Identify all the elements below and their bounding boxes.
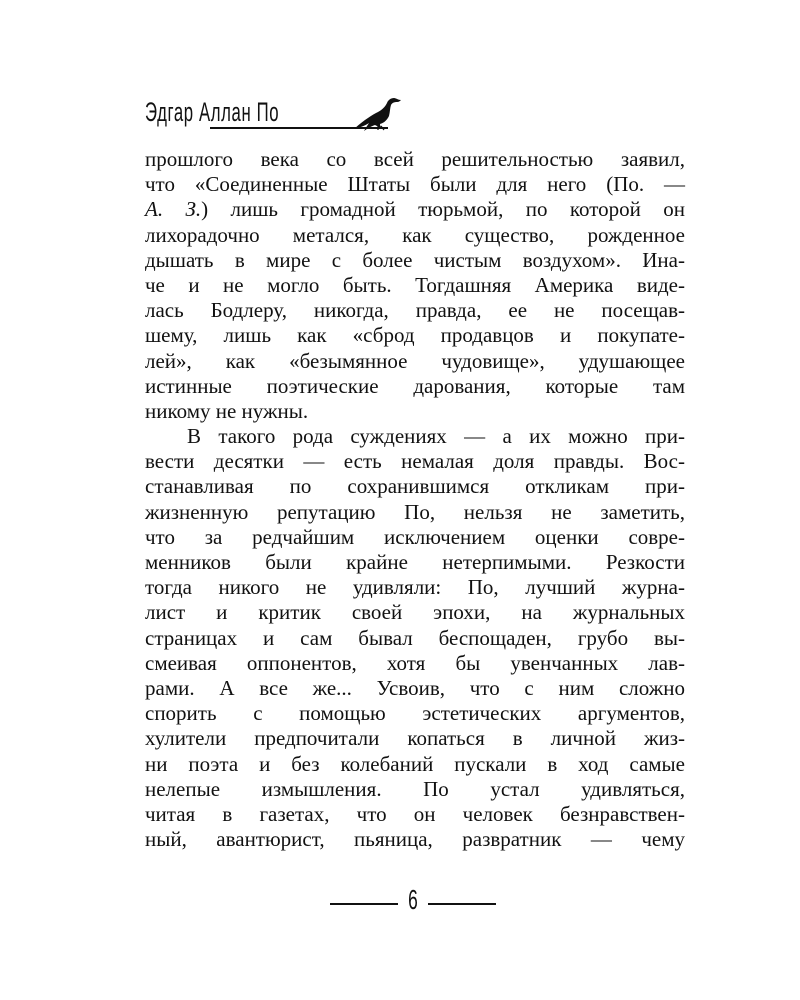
text-line: шему, лишь как «сброд продавцов и покупате-	[145, 323, 685, 348]
raven-icon	[352, 96, 402, 132]
text-line: ный, авантюрист, пьяница, развратник — чему	[145, 827, 685, 852]
footer-rule-left	[330, 903, 398, 905]
text-line: читая в газетах, что он человек безнравствен-	[145, 801, 685, 826]
text-line: рами. А все же... Усвоив, что с ним сложно	[145, 675, 685, 700]
text-line: тогда никого не удивляли: По, лучший журна-	[145, 575, 685, 600]
text-line: вести десятки — есть немалая доля правды. Вос-	[145, 449, 685, 474]
text-line: лей», как «безымянное чудовище», удушающее	[145, 348, 685, 373]
text-line: жизненную репутацию По, нельзя не заметить,	[145, 499, 685, 524]
text-line: прошлого века со всей решительностью заявил,	[145, 147, 685, 171]
text-line: спорить с помощью эстетических аргументов,	[145, 701, 685, 726]
text-line: В такого рода суждениях — а их можно при-	[187, 424, 685, 449]
text-line: что за редчайшим исключением оценки совре-	[145, 524, 685, 549]
author-name: Эдгар Аллан По	[145, 97, 280, 127]
text-line: А. З.) лишь громадной тюрьмой, по которой он	[145, 197, 685, 222]
body-text	[145, 147, 685, 852]
text-line: что «Соединенные Штаты были для него (По. —	[145, 172, 685, 197]
author-initials: А. З.	[145, 197, 202, 222]
text-line: истинные поэтические дарования, которые там	[145, 373, 685, 398]
text-line: дышать в мире с более чистым воздухом». Ина-	[145, 247, 685, 272]
text-line: никому не нужны.	[145, 398, 309, 423]
text-line: смеивая оппонентов, хотя бы увенчанных лав-	[145, 650, 685, 675]
text-line: че и не могло быть. Тогдашняя Америка виде-	[145, 272, 685, 297]
text-line: страницах и сам бывал беспощаден, грубо вы-	[145, 625, 685, 650]
text-line: менников были крайне нетерпимыми. Резкости	[145, 550, 685, 574]
text-line: нелепые измышления. По устал удивляться,	[145, 776, 685, 801]
text-line: станавливая по сохранившимся откликам при-	[145, 474, 685, 499]
text-line: лихорадочно метался, как существо, рожденное	[145, 222, 685, 247]
page-footer	[330, 882, 496, 918]
text-line: хулители предпочитали копаться в личной жиз-	[145, 726, 685, 751]
page-number: 6	[408, 884, 418, 915]
text-line: лась Бодлеру, никогда, правда, ее не посещав-	[145, 298, 685, 323]
footer-rule-right	[428, 903, 496, 905]
text-line: лист и критик своей эпохи, на журнальных	[145, 600, 685, 625]
text-line: ни поэта и без колебаний пускали в ход самые	[145, 751, 685, 776]
